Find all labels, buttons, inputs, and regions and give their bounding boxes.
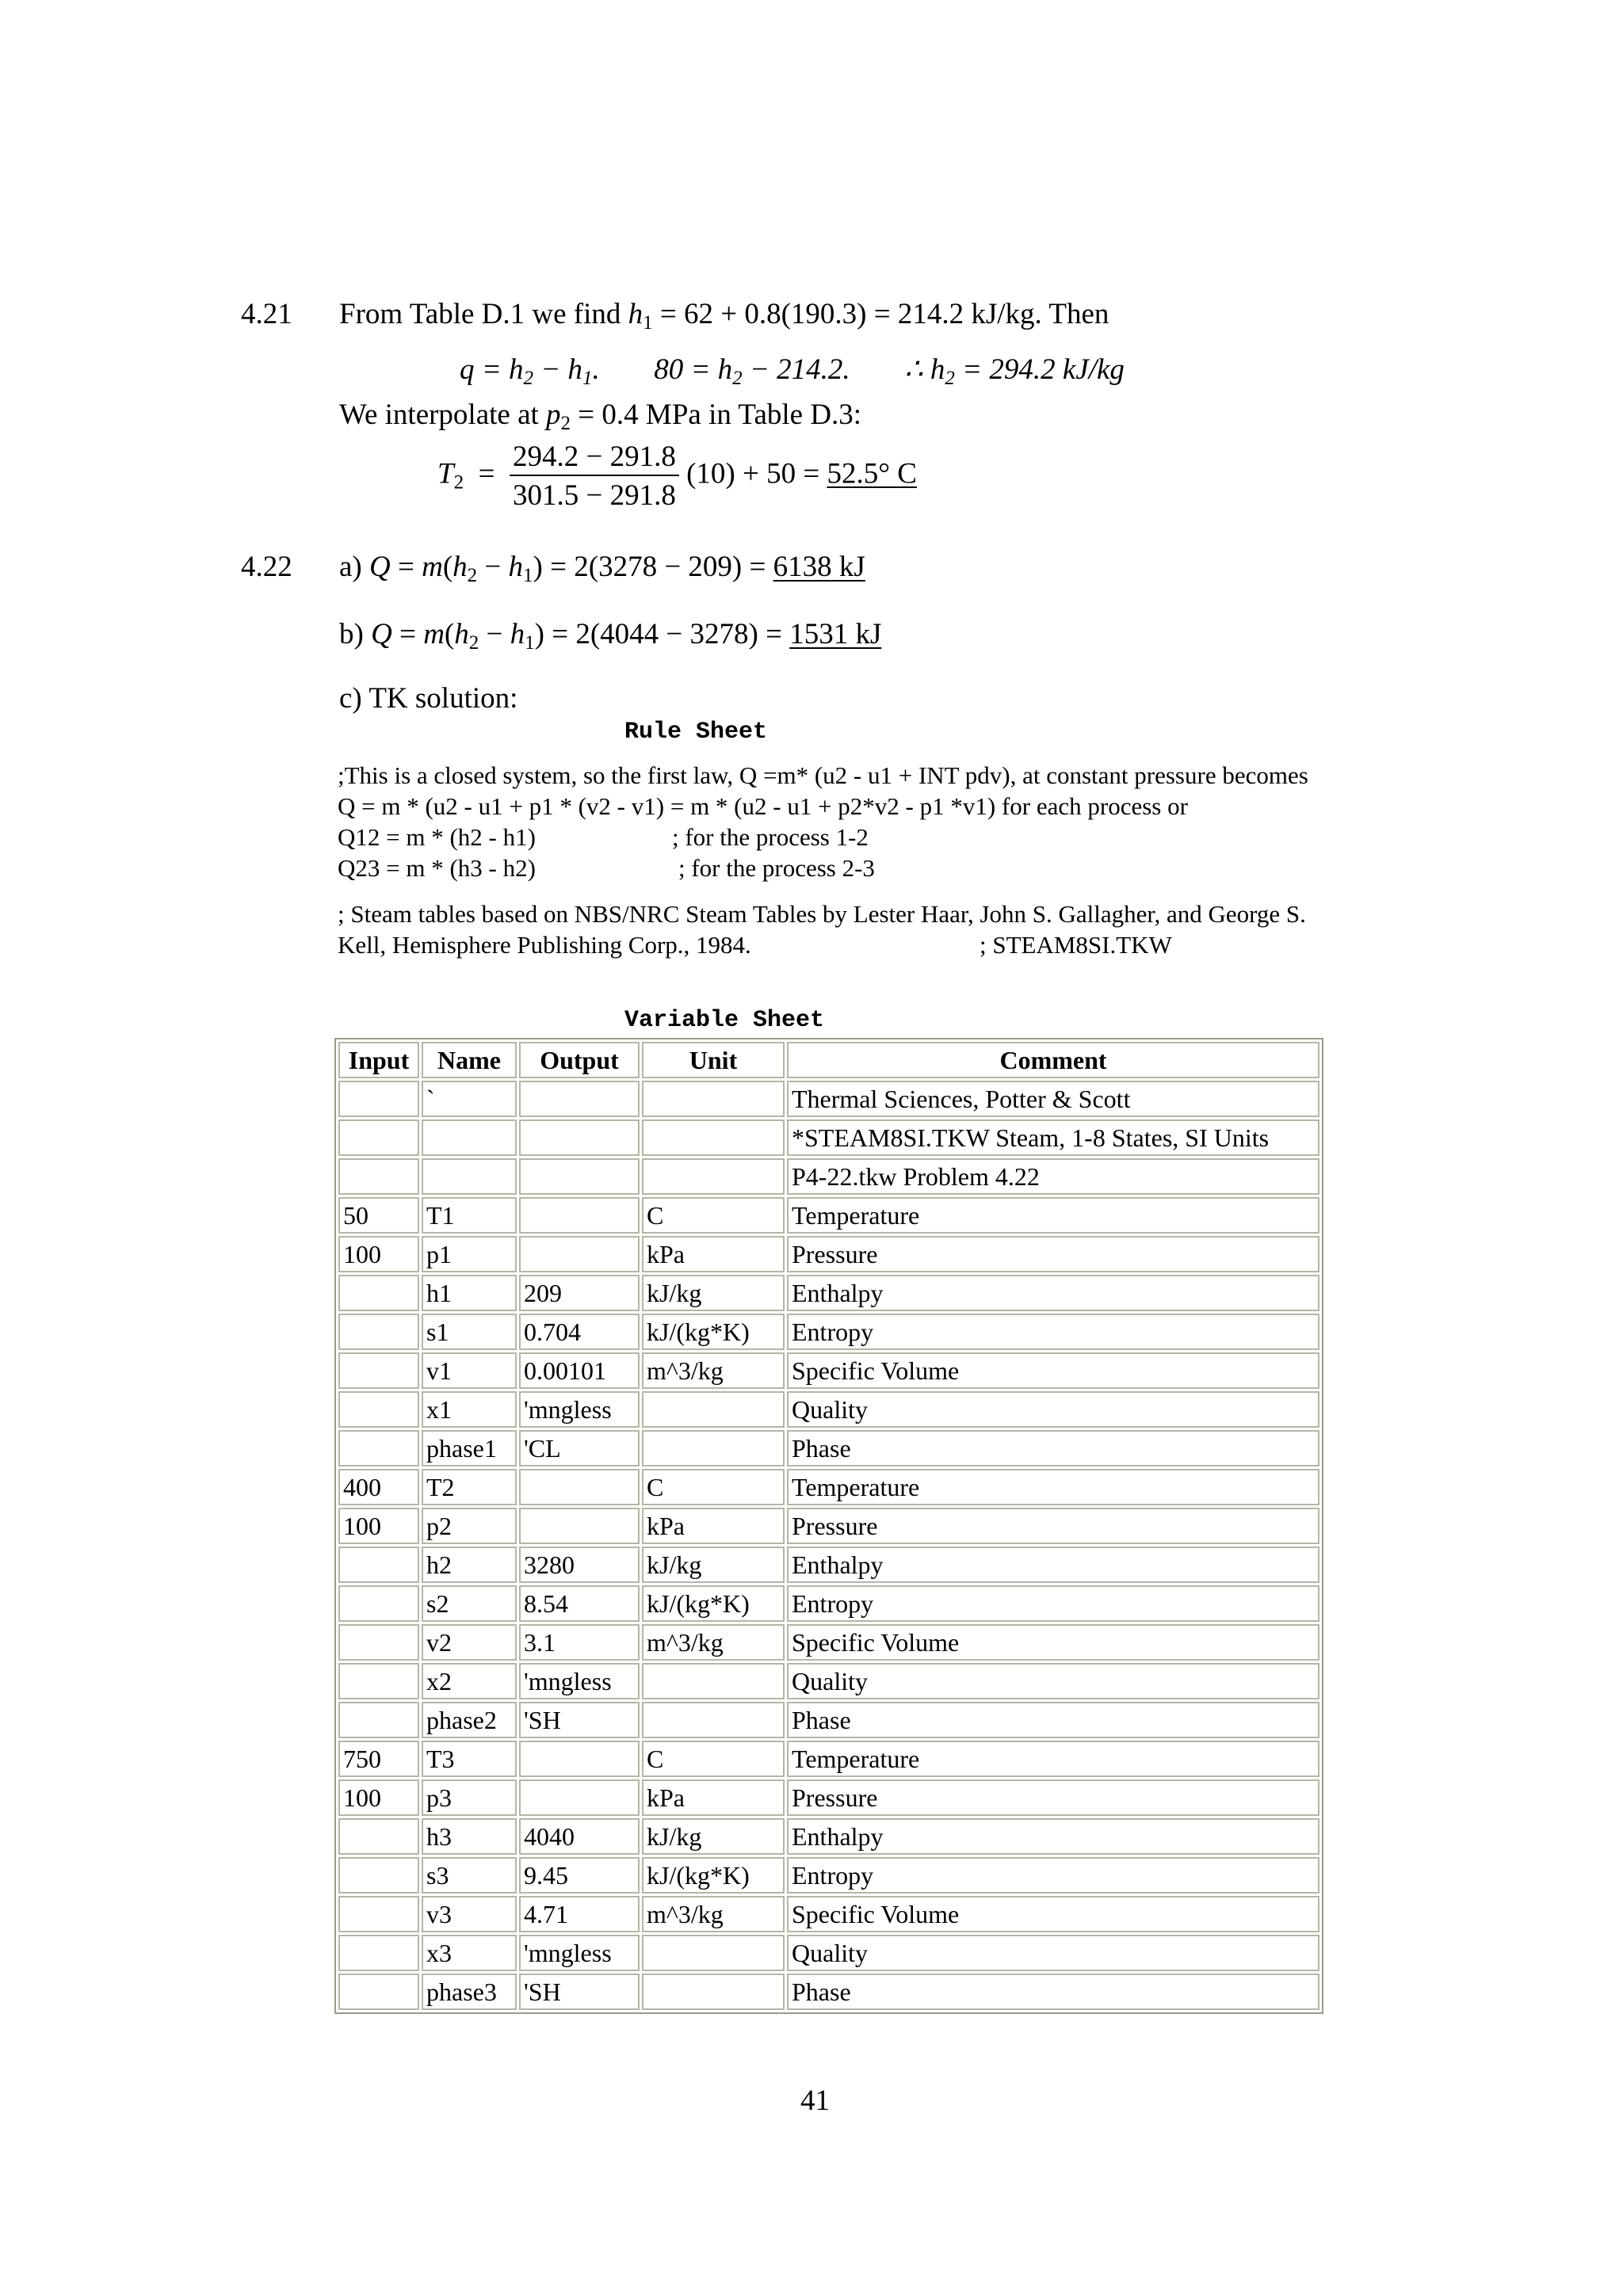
interpolate-line — [339, 400, 861, 433]
cell-name: v3 — [422, 1896, 517, 1932]
table-row — [338, 1857, 1319, 1894]
cell-output — [519, 1741, 640, 1777]
cell-name: T2 — [422, 1469, 517, 1505]
table-row — [338, 1585, 1319, 1622]
cell-name: v1 — [422, 1352, 517, 1389]
cell-name: x3 — [422, 1935, 517, 1971]
cell-input: 100 — [338, 1508, 419, 1544]
cell-output: 'mngless — [519, 1663, 640, 1699]
cell-input — [338, 1818, 419, 1855]
sub-2: 2 — [453, 471, 464, 494]
rule-q12-comment: ; for the process 1-2 — [672, 823, 869, 851]
cell-comment: Entropy — [787, 1857, 1319, 1894]
cell-output: 3.1 — [519, 1624, 640, 1661]
table-body — [338, 1081, 1319, 2010]
cell-input — [338, 1119, 419, 1156]
part-a-line: a) $Q = m(h_2 - h_1) = 2(3278 - 209) = 6138$ kJ — [339, 551, 865, 586]
rule-q23-comment: ; for the process 2-3 — [678, 854, 875, 882]
q-eq-part: q = h — [460, 353, 524, 386]
cell-unit: kJ/(kg*K) — [642, 1314, 785, 1350]
cell-name: h3 — [422, 1818, 517, 1855]
q-eq-part: − 214.2. — [749, 353, 850, 386]
cell-comment: Phase — [787, 1974, 1319, 2010]
cell-input: 50 — [338, 1197, 419, 1234]
cell-input: 750 — [338, 1741, 419, 1777]
q-eq-part: = 294.2 kJ/kg — [962, 353, 1125, 386]
table-row — [338, 1236, 1319, 1272]
part-a-expression: = 2(3278 − 209) = — [550, 551, 766, 583]
rule-line-2: Q = m * (u2 - u1 + p1 * (v2 - v1) = m * (u2 - u1 + p2*v2 - p1 *v1) for each process or — [338, 792, 1188, 820]
cell-unit: kJ/kg — [642, 1547, 785, 1583]
table-row — [338, 1081, 1319, 1117]
cell-output — [519, 1197, 640, 1234]
cell-output — [519, 1119, 640, 1156]
fraction-denominator: 301.5 − 291.8 — [512, 479, 676, 512]
t2-symbol: T — [437, 457, 454, 490]
cell-comment: Phase — [787, 1702, 1319, 1738]
cell-input — [338, 1081, 419, 1117]
cell-output — [519, 1081, 640, 1117]
cell-name: x1 — [422, 1391, 517, 1428]
variable-sheet-title: Variable Sheet — [624, 1007, 825, 1034]
table-row — [338, 1119, 1319, 1156]
cell-name: x2 — [422, 1663, 517, 1699]
cell-unit: kPa — [642, 1508, 785, 1544]
table-row — [338, 1314, 1319, 1350]
cell-comment: Temperature — [787, 1741, 1319, 1777]
cell-output — [519, 1779, 640, 1816]
cell-name: s3 — [422, 1857, 517, 1894]
rule-sheet-title: Rule Sheet — [624, 719, 768, 746]
cell-unit — [642, 1663, 785, 1699]
cell-output: 4040 — [519, 1818, 640, 1855]
cell-unit — [642, 1158, 785, 1195]
cell-output — [519, 1508, 640, 1544]
cell-input — [338, 1702, 419, 1738]
part-a-result: 6138 kJ — [773, 551, 865, 583]
equals-sign: = — [471, 457, 502, 490]
table-row — [338, 1741, 1319, 1777]
cell-input: 100 — [338, 1779, 419, 1816]
t2-result: 52.5° C — [827, 457, 917, 490]
cell-comment: Specific Volume — [787, 1352, 1319, 1389]
cell-unit: m^3/kg — [642, 1624, 785, 1661]
interpolate-text: We interpolate at — [339, 399, 539, 431]
table-row — [338, 1896, 1319, 1932]
cell-comment: Quality — [787, 1391, 1319, 1428]
q-eq-part: . — [592, 353, 600, 386]
cell-input — [338, 1391, 419, 1428]
cell-input — [338, 1663, 419, 1699]
cell-output: 4.71 — [519, 1896, 640, 1932]
cell-name: ` — [422, 1081, 517, 1117]
cell-unit: C — [642, 1469, 785, 1505]
steam-tables-file: ; STEAM8SI.TKW — [980, 931, 1172, 959]
cell-output: 'SH — [519, 1974, 640, 2010]
rule-line-1: ;This is a closed system, so the first law, Q =m* (u2 - u1 + INT pdv), at constant pressure becomes — [338, 761, 1308, 789]
table-row — [338, 1624, 1319, 1661]
cell-comment: Enthalpy — [787, 1275, 1319, 1311]
q-eq-part: ∴ h — [904, 353, 945, 386]
cell-name: h2 — [422, 1547, 517, 1583]
cell-unit — [642, 1081, 785, 1117]
cell-output — [519, 1236, 640, 1272]
cell-input: 100 — [338, 1236, 419, 1272]
t2-tail: (10) + 50 = — [686, 457, 820, 490]
problem-number-421: 4.21 — [241, 298, 292, 330]
fraction-numerator: 294.2 − 291.8 — [510, 442, 679, 476]
cell-input — [338, 1352, 419, 1389]
problem-421-line-1 — [339, 299, 1109, 333]
cell-input — [338, 1624, 419, 1661]
cell-name: p2 — [422, 1508, 517, 1544]
cell-comment: Quality — [787, 1935, 1319, 1971]
table-row — [338, 1158, 1319, 1195]
h1-subscript: 1 — [643, 312, 653, 334]
cell-name — [422, 1158, 517, 1195]
then-text: Then — [1048, 298, 1109, 330]
cell-comment: Pressure — [787, 1779, 1319, 1816]
cell-unit — [642, 1974, 785, 2010]
cell-name: s1 — [422, 1314, 517, 1350]
cell-input — [338, 1314, 419, 1350]
cell-comment: Entropy — [787, 1314, 1319, 1350]
cell-comment: Temperature — [787, 1197, 1319, 1234]
rule-q12: Q12 = m * (h2 - h1) — [338, 823, 536, 851]
cell-unit — [642, 1391, 785, 1428]
q-equation-line — [460, 355, 1125, 388]
sub-2: 2 — [732, 368, 743, 389]
table-row — [338, 1430, 1319, 1466]
cell-input — [338, 1974, 419, 2010]
cell-output: 209 — [519, 1275, 640, 1311]
part-b-label: b) — [339, 618, 364, 650]
cell-name: T1 — [422, 1197, 517, 1234]
table-row — [338, 1469, 1319, 1505]
steam-tables-line-2: Kell, Hemisphere Publishing Corp., 1984. — [338, 931, 751, 959]
cell-comment: Quality — [787, 1663, 1319, 1699]
cell-unit: m^3/kg — [642, 1896, 785, 1932]
cell-unit: kPa — [642, 1779, 785, 1816]
cell-unit: C — [642, 1197, 785, 1234]
cell-comment: Specific Volume — [787, 1896, 1319, 1932]
cell-unit: m^3/kg — [642, 1352, 785, 1389]
table-row — [338, 1702, 1319, 1738]
sub-1: 1 — [582, 368, 593, 389]
cell-name: v2 — [422, 1624, 517, 1661]
header-comment: Comment — [787, 1042, 1319, 1078]
cell-comment: Specific Volume — [787, 1624, 1319, 1661]
cell-output: 0.00101 — [519, 1352, 640, 1389]
cell-comment: Temperature — [787, 1469, 1319, 1505]
variable-table — [334, 1038, 1323, 2014]
cell-output: 'mngless — [519, 1391, 640, 1428]
table-row — [338, 1391, 1319, 1428]
q-symbol: Q — [371, 618, 392, 650]
cell-name: phase1 — [422, 1430, 517, 1466]
sub-2: 2 — [523, 368, 533, 389]
header-name: Name — [422, 1042, 517, 1078]
cell-input — [338, 1158, 419, 1195]
table-header-row — [338, 1042, 1319, 1078]
problem-number-422: 4.22 — [241, 551, 292, 583]
t2-equation — [437, 442, 917, 510]
table-row — [338, 1818, 1319, 1855]
cell-output: 8.54 — [519, 1585, 640, 1622]
h1-expression: = 62 + 0.8(190.3) = 214.2 kJ/kg. — [659, 298, 1042, 330]
table-row — [338, 1197, 1319, 1234]
page-number: 41 — [800, 2084, 830, 2117]
q-eq-part: − h — [540, 353, 582, 386]
cell-unit: kJ/kg — [642, 1818, 785, 1855]
q-eq-part: 80 = h — [654, 353, 733, 386]
cell-input — [338, 1896, 419, 1932]
cell-unit — [642, 1702, 785, 1738]
sub-2: 2 — [945, 368, 955, 389]
table-row — [338, 1779, 1319, 1816]
part-b-expression: = 2(4044 − 3278) = — [552, 618, 782, 650]
cell-output: 0.704 — [519, 1314, 640, 1350]
cell-input — [338, 1547, 419, 1583]
cell-name: phase3 — [422, 1974, 517, 2010]
cell-comment: Thermal Sciences, Potter & Scott — [787, 1081, 1319, 1117]
q-symbol: Q — [369, 551, 391, 583]
header-output: Output — [519, 1042, 640, 1078]
part-b-result: 1531 kJ — [789, 618, 882, 650]
cell-comment: *STEAM8SI.TKW Steam, 1-8 States, SI Units — [787, 1119, 1319, 1156]
cell-input — [338, 1857, 419, 1894]
cell-unit — [642, 1935, 785, 1971]
cell-output: 'CL — [519, 1430, 640, 1466]
h1-symbol: h — [628, 298, 643, 330]
cell-unit: C — [642, 1741, 785, 1777]
cell-name: p1 — [422, 1236, 517, 1272]
table-row — [338, 1935, 1319, 1971]
cell-unit — [642, 1119, 785, 1156]
cell-output: 3280 — [519, 1547, 640, 1583]
cell-output — [519, 1158, 640, 1195]
cell-unit — [642, 1430, 785, 1466]
header-unit: Unit — [642, 1042, 785, 1078]
cell-name: phase2 — [422, 1702, 517, 1738]
cell-comment: Pressure — [787, 1236, 1319, 1272]
table-row — [338, 1974, 1319, 2010]
cell-unit: kJ/(kg*K) — [642, 1857, 785, 1894]
cell-output: 'SH — [519, 1702, 640, 1738]
cell-input — [338, 1935, 419, 1971]
cell-name — [422, 1119, 517, 1156]
cell-comment: Phase — [787, 1430, 1319, 1466]
intro-text: From Table D.1 we find — [339, 298, 621, 330]
cell-comment: P4-22.tkw Problem 4.22 — [787, 1158, 1319, 1195]
cell-comment: Enthalpy — [787, 1547, 1319, 1583]
cell-comment: Enthalpy — [787, 1818, 1319, 1855]
table-row — [338, 1508, 1319, 1544]
cell-input: 400 — [338, 1469, 419, 1505]
cell-unit: kPa — [642, 1236, 785, 1272]
interpolate-tail: = 0.4 MPa in Table D.3: — [578, 399, 862, 431]
cell-input — [338, 1275, 419, 1311]
cell-output: 9.45 — [519, 1857, 640, 1894]
table-row — [338, 1352, 1319, 1389]
cell-comment: Pressure — [787, 1508, 1319, 1544]
cell-input — [338, 1585, 419, 1622]
part-a-label: a) — [339, 551, 362, 583]
cell-name: T3 — [422, 1741, 517, 1777]
header-input: Input — [338, 1042, 419, 1078]
cell-comment: Entropy — [787, 1585, 1319, 1622]
cell-name: h1 — [422, 1275, 517, 1311]
part-c-label: c) TK solution: — [339, 682, 518, 715]
cell-unit: kJ/(kg*K) — [642, 1585, 785, 1622]
rule-q23: Q23 = m * (h3 - h2) — [338, 854, 536, 882]
cell-output: 'mngless — [519, 1935, 640, 1971]
t2-fraction — [510, 442, 679, 510]
cell-output — [519, 1469, 640, 1505]
part-b-line: b) $Q = m(h_2 - h_1) = 2(4044 - 3278) = 1531$ kJ — [339, 618, 882, 654]
cell-name: p3 — [422, 1779, 517, 1816]
sub-2: 2 — [560, 413, 571, 434]
table-row — [338, 1547, 1319, 1583]
steam-tables-line-1: ; Steam tables based on NBS/NRC Steam Tables by Lester Haar, John S. Gallagher, and George S. — [338, 900, 1306, 928]
cell-unit: kJ/kg — [642, 1275, 785, 1311]
p2-symbol: p — [546, 399, 561, 431]
cell-input — [338, 1430, 419, 1466]
cell-name: s2 — [422, 1585, 517, 1622]
table-row — [338, 1275, 1319, 1311]
table-row — [338, 1663, 1319, 1699]
